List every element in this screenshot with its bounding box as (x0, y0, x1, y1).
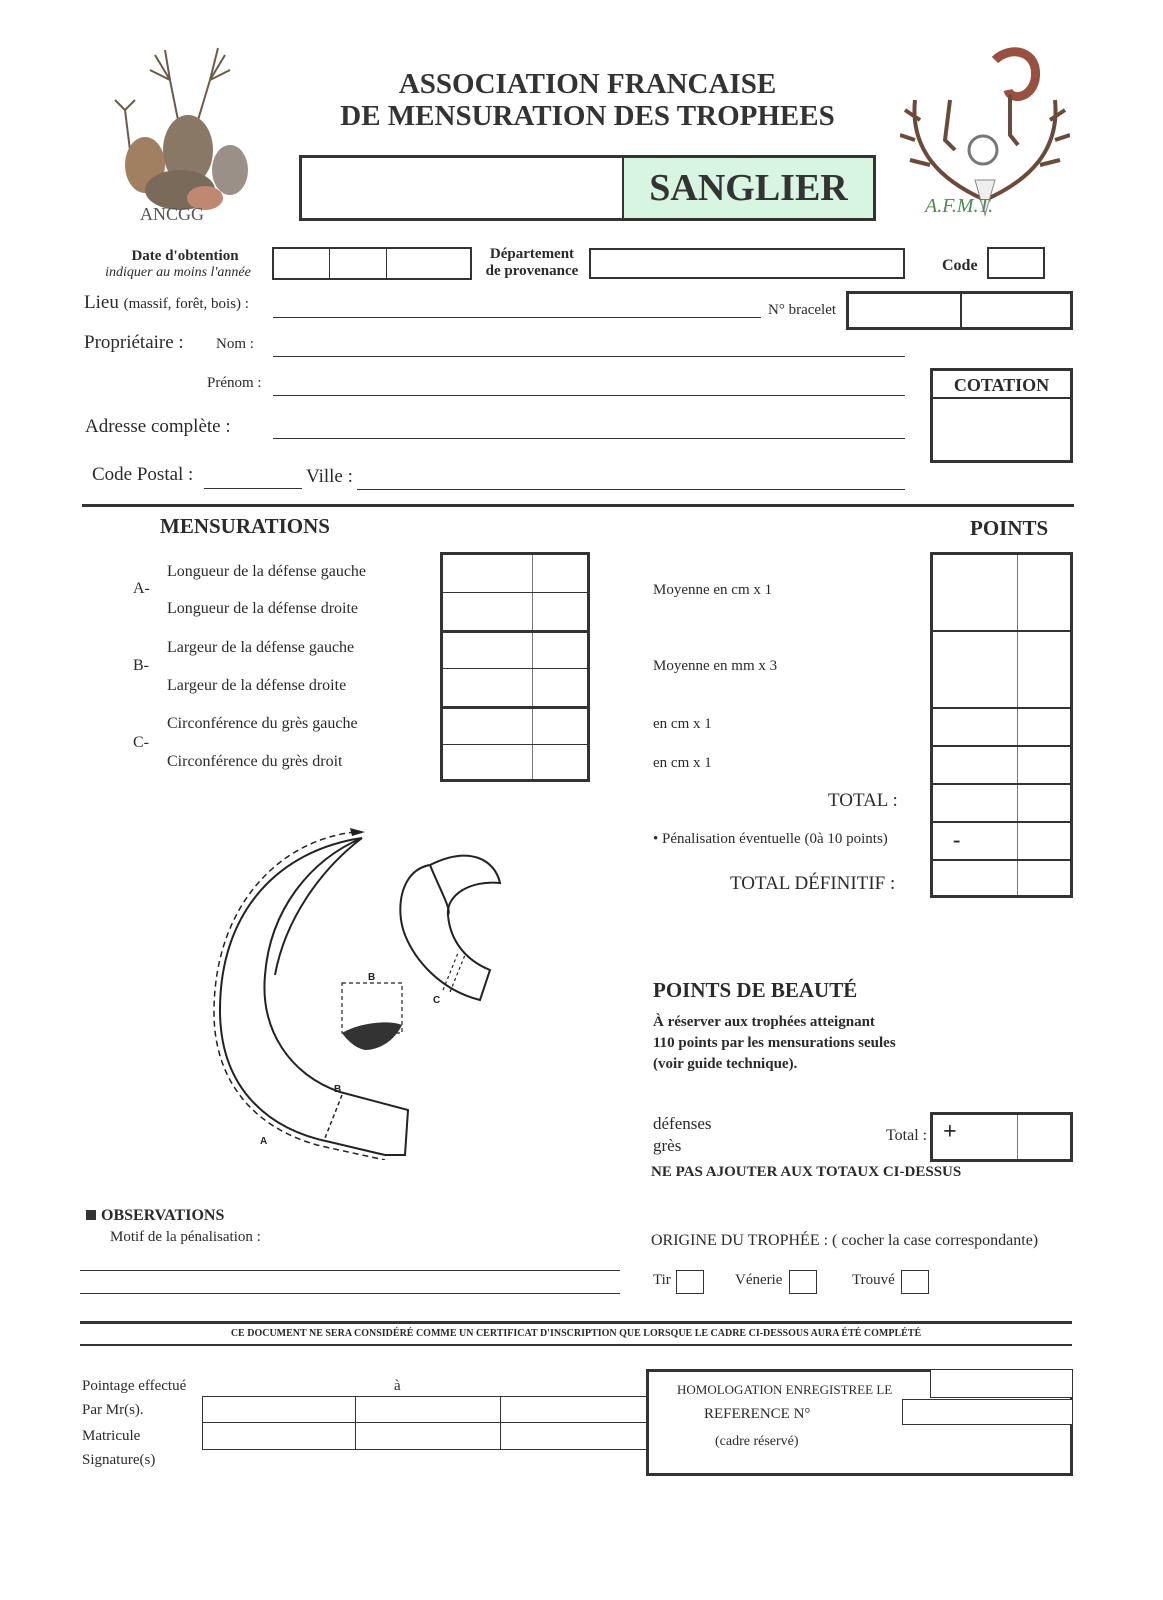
deer-heads-icon (100, 40, 260, 225)
prenom-input[interactable] (273, 395, 905, 396)
beaute-total-field (930, 1112, 1073, 1162)
code-postal-input[interactable] (204, 488, 302, 489)
nom-label: Nom : (216, 336, 254, 352)
ville-label: Ville : (306, 466, 353, 487)
plus-sign: + (943, 1119, 957, 1145)
points-a-label: Moyenne en cm x 1 (653, 582, 773, 598)
svg-text:ANCGG: ANCGG (140, 204, 205, 224)
par-input-3[interactable] (500, 1396, 648, 1423)
species-blank-field[interactable] (302, 158, 624, 218)
beaute-warning: NE PAS AJOUTER AUX TOTAUX CI-DESSUS (651, 1164, 962, 1180)
lieu-label: Lieu (massif, forêt, bois) : (84, 292, 249, 313)
trouve-checkbox[interactable] (901, 1270, 929, 1294)
date-month-input[interactable] (330, 249, 387, 278)
motif-input-line-1[interactable] (80, 1270, 620, 1271)
antlers-trophy-icon (900, 40, 1070, 220)
group-a-letter: A- (133, 580, 150, 597)
tusk-diagram (190, 800, 530, 1160)
notice-divider-bottom (80, 1344, 1072, 1346)
tir-checkbox[interactable] (676, 1270, 704, 1294)
ville-input[interactable] (357, 489, 905, 490)
cotation-box (930, 368, 1073, 463)
origine-tir: Tir (653, 1272, 671, 1288)
points-grid (930, 552, 1073, 898)
svg-text:A.F.M.T.: A.F.M.T. (925, 195, 994, 217)
homologation-box (646, 1369, 1073, 1476)
penalty-label: • Pénalisation éventuelle (0à 10 points) (653, 831, 888, 847)
date-hint: indiquer au moins l'année (105, 265, 251, 280)
bracelet-input-1[interactable] (849, 294, 962, 327)
signature-label: Signature(s) (82, 1452, 156, 1468)
total-final-label: TOTAL DÉFINITIF : (730, 873, 896, 894)
motif-input-line-2[interactable] (80, 1293, 620, 1294)
par-label: Par Mr(s). (82, 1402, 144, 1418)
beaute-note: À réserver aux trophées atteignant 110 points par les mensurations seules (voir guide technique). (653, 1014, 896, 1072)
date-label: Date d'obtention (131, 248, 239, 264)
svg-text:B: B (368, 972, 376, 983)
group-c-letter: C- (133, 734, 149, 751)
measurement-grid (440, 552, 590, 782)
origine-trouve: Trouvé (852, 1272, 895, 1288)
points-total-final-input[interactable] (933, 861, 1070, 895)
beaute-total-label: Total : (886, 1127, 928, 1144)
par-input-2[interactable] (355, 1396, 501, 1423)
certificate-notice: CE DOCUMENT NE SERA CONSIDÉRÉ COMME UN CERTIFICAT D'INSCRIPTION QUE LORSQUE LE CADRE CI-DESSOUS AURA ÉTÉ COMPLÉTÉ (230, 1328, 922, 1339)
row-largeur-droite-label: Largeur de la défense droite (167, 677, 347, 694)
departement-input[interactable] (589, 248, 905, 279)
prenom-label: Prénom : (207, 375, 262, 391)
matricule-label: Matricule (82, 1428, 141, 1444)
homologation-label: HOMOLOGATION ENREGISTREE LE (677, 1382, 893, 1397)
origine-label: ORIGINE DU TROPHÉE : ( cocher la case correspondante) (651, 1232, 1039, 1249)
observations-title: OBSERVATIONS (86, 1207, 224, 1225)
species-label-box (624, 158, 873, 218)
bracelet-label: N° bracelet (768, 302, 837, 318)
code-input[interactable] (987, 247, 1045, 279)
points-c2-input[interactable] (933, 747, 1070, 784)
beaute-title: POINTS DE BEAUTÉ (653, 978, 858, 1002)
points-penalty-input[interactable] (933, 823, 1070, 860)
species-banner (299, 155, 876, 221)
logo-afmt (900, 40, 1070, 220)
venerie-checkbox[interactable] (789, 1270, 817, 1294)
cadre-label: (cadre réservé) (715, 1434, 799, 1449)
input-circ-droit[interactable] (443, 745, 587, 779)
points-b-input[interactable] (933, 632, 1070, 707)
points-c1-input[interactable] (933, 709, 1070, 746)
code-label: Code (942, 257, 978, 274)
reference-label: REFERENCE N° (704, 1406, 811, 1422)
points-title: POINTS (970, 516, 1049, 540)
date-year-input[interactable] (387, 249, 470, 278)
row-largeur-gauche-label: Largeur de la défense gauche (167, 639, 355, 656)
date-field (272, 247, 472, 280)
matricule-input-1[interactable] (202, 1422, 356, 1450)
cotation-label: COTATION (933, 371, 1070, 399)
bracelet-field (846, 291, 1073, 330)
reference-input[interactable] (902, 1399, 1073, 1425)
points-c2-label: en cm x 1 (653, 755, 712, 771)
points-b-label: Moyenne en mm x 3 (653, 658, 778, 674)
matricule-input-3[interactable] (500, 1422, 648, 1450)
species-label: SANGLIER (649, 167, 848, 209)
mensurations-title: MENSURATIONS (160, 514, 330, 538)
logo-ancgg (100, 40, 260, 225)
matricule-input-2[interactable] (355, 1422, 501, 1450)
input-circ-gauche[interactable] (443, 708, 587, 745)
date-day-input[interactable] (274, 249, 330, 278)
par-input-1[interactable] (202, 1396, 356, 1423)
points-a-input[interactable] (933, 555, 1070, 631)
gres-label: grès (653, 1136, 682, 1155)
bracelet-input-2[interactable] (962, 294, 1070, 327)
row-circ-gauche-label: Circonférence du grès gauche (167, 715, 358, 732)
title-line-1: ASSOCIATION FRANCAISE (398, 68, 777, 100)
input-longueur-droite[interactable] (443, 593, 587, 631)
input-largeur-droite[interactable] (443, 669, 587, 706)
beaute-total-input[interactable] (933, 1115, 1070, 1159)
row-circ-droit-label: Circonférence du grès droit (167, 753, 343, 770)
proprietaire-label: Propriétaire : (84, 332, 184, 353)
section-divider (82, 504, 1074, 507)
row-longueur-droite-label: Longueur de la défense droite (167, 600, 359, 617)
motif-label: Motif de la pénalisation : (110, 1229, 261, 1245)
nom-input[interactable] (273, 356, 905, 357)
row-longueur-gauche-label: Longueur de la défense gauche (167, 563, 367, 580)
points-c1-label: en cm x 1 (653, 716, 712, 732)
origine-venerie: Vénerie (735, 1272, 783, 1288)
page-title (300, 68, 875, 132)
adresse-input[interactable] (273, 438, 905, 439)
input-largeur-gauche[interactable] (443, 632, 587, 669)
departement-label: Département de provenance (485, 246, 579, 279)
cotation-input[interactable] (933, 399, 1070, 460)
notice-divider-top (80, 1321, 1072, 1324)
minus-sign: - (953, 827, 961, 852)
points-total-input[interactable] (933, 785, 1070, 822)
scorer-grid (202, 1396, 648, 1450)
code-postal-label: Code Postal : (92, 464, 194, 485)
a-label: à (394, 1378, 401, 1394)
title-line-2: DE MENSURATION DES TROPHEES (340, 100, 835, 132)
square-bullet-icon (86, 1210, 96, 1220)
lieu-input[interactable] (273, 317, 761, 318)
tusk-measurement-illustration (190, 800, 530, 1160)
group-b-letter: B- (133, 657, 149, 674)
svg-text:B: B (334, 1084, 342, 1095)
homologation-date-input[interactable] (930, 1369, 1073, 1398)
pointage-label: Pointage effectué (82, 1378, 187, 1394)
defenses-label: défenses (653, 1114, 712, 1133)
total-label: TOTAL : (828, 790, 898, 811)
svg-text:A: A (260, 1136, 268, 1147)
input-longueur-gauche[interactable] (443, 555, 587, 593)
svg-text:C: C (433, 995, 441, 1006)
adresse-label: Adresse complète : (85, 416, 231, 437)
